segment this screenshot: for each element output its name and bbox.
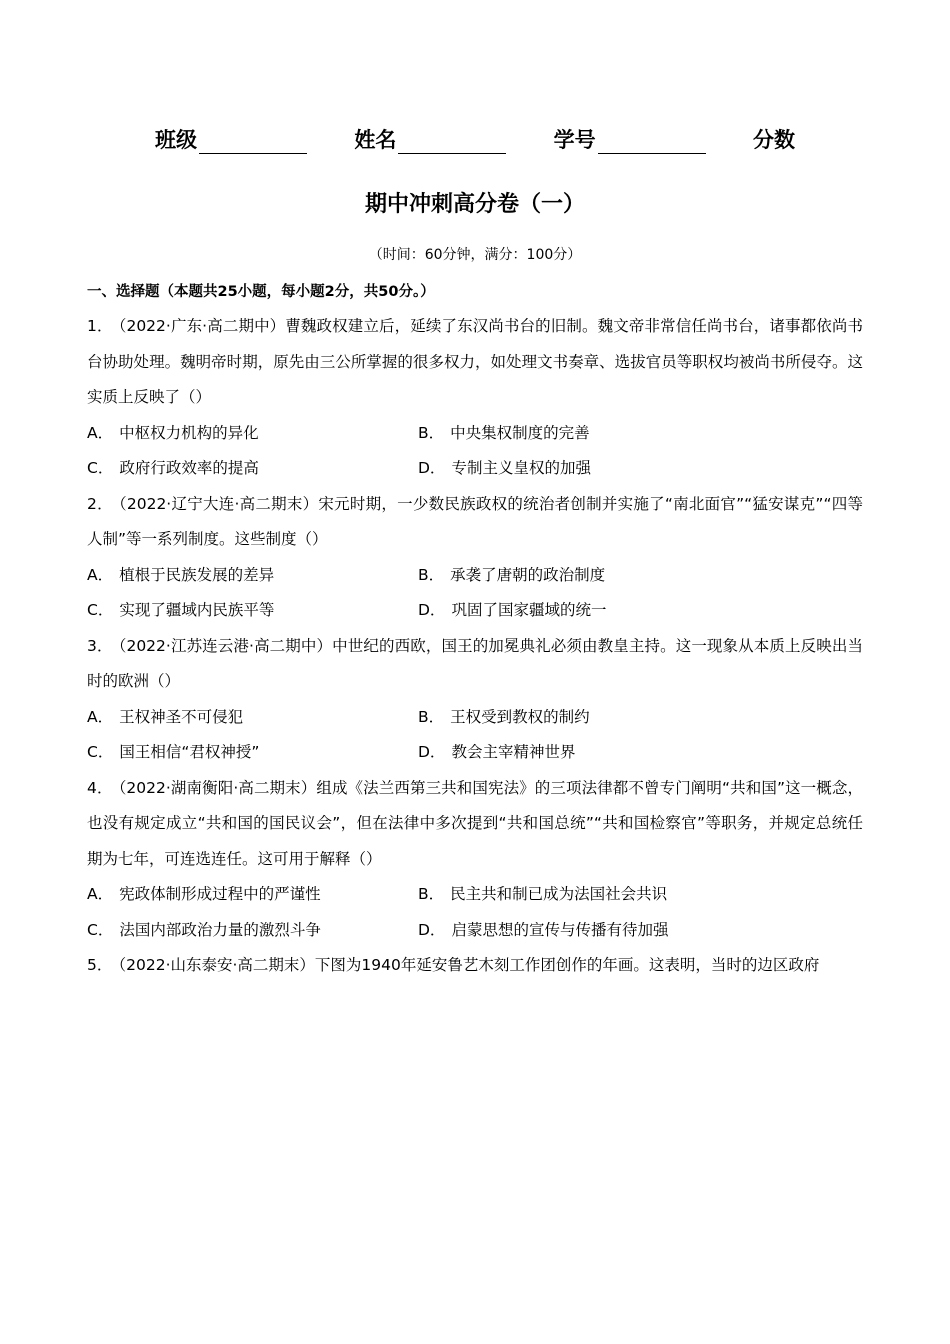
section-heading: 一、选择题（本题共25小题，每小题2分，共50分。） (87, 284, 435, 300)
option-text: 中枢权力机构的异化 (119, 423, 259, 442)
option-grid (87, 558, 863, 629)
option-text: 宪政体制形成过程中的严谨性 (119, 885, 321, 903)
option-letter: D． (418, 743, 446, 761)
score-field (753, 124, 795, 154)
option-text: 巩固了国家疆域的统一 (451, 601, 607, 619)
question-5 (87, 948, 863, 984)
option-text: 专制主义皇权的加强 (451, 459, 591, 477)
option-text: 法国内部政治力量的激烈斗争 (119, 920, 321, 939)
option-c[interactable] (87, 735, 418, 771)
question-text: （2022·山东泰安·高二期末）下图为1940年延安鲁艺木刻工作团创作的年画。这表明，当时的边区政府 (118, 956, 820, 974)
option-text: 启蒙思想的宣传与传播有待加强 (451, 920, 669, 939)
option-d[interactable] (418, 913, 863, 949)
option-letter: B． (418, 423, 445, 442)
option-letter: A． (87, 707, 114, 726)
option-a[interactable] (87, 416, 418, 452)
question-number: 1． (87, 317, 113, 335)
question-stem (87, 309, 863, 416)
question-stem (87, 771, 863, 878)
option-letter: C． (87, 920, 114, 939)
question-1 (87, 309, 863, 487)
name-blank[interactable] (398, 133, 506, 154)
class-blank[interactable] (199, 133, 307, 154)
option-letter: C． (87, 601, 114, 619)
option-text: 实现了疆域内民族平等 (119, 601, 275, 619)
option-letter: B． (418, 885, 445, 903)
exam-subtitle: （时间：60分钟，满分：100分） (368, 247, 582, 263)
class-label: 班级 (155, 128, 198, 152)
question-number: 4． (87, 778, 113, 797)
option-text: 国王相信“君权神授” (119, 743, 260, 761)
option-text: 植根于民族发展的差异 (119, 565, 275, 584)
option-letter: A． (87, 423, 114, 442)
question-number: 2． (87, 494, 113, 513)
option-letter: C． (87, 743, 114, 761)
question-text: （2022·江苏连云港·高二期中）中世纪的西欧，国王的加冕典礼必须由教皇主持。这一现象从本质上反映出当时的欧洲（） (87, 636, 863, 690)
question-stem (87, 629, 863, 700)
option-grid (87, 877, 863, 948)
name-field (354, 124, 506, 154)
question-stem (87, 948, 863, 984)
option-letter: B． (418, 565, 445, 584)
question-text: （2022·广东·高二期中）曹魏政权建立后，延续了东汉尚书台的旧制。魏文帝非常信任尚书台，诸事都依尚书台协助处理。魏明帝时期，原先由三公所掌握的很多权力，如处理文书奏章、选拔官员等职权均被尚书所侵夺。这实质上反映了（） (87, 317, 863, 406)
option-text: 教会主宰精神世界 (451, 743, 576, 761)
option-grid (87, 700, 863, 771)
question-list (87, 309, 863, 984)
option-a[interactable] (87, 558, 418, 594)
student-id-label: 学号 (553, 128, 596, 152)
option-letter: D． (418, 920, 446, 939)
option-text: 王权神圣不可侵犯 (119, 707, 244, 726)
exam-title: 期中冲刺高分卷（一） (364, 192, 585, 217)
option-letter: C． (87, 459, 114, 477)
option-letter: D． (418, 459, 446, 477)
option-letter: A． (87, 565, 114, 584)
option-c[interactable] (87, 451, 418, 487)
class-field (155, 124, 307, 154)
student-id-field (554, 124, 706, 154)
question-number: 3． (87, 636, 113, 655)
question-text: （2022·湖南衡阳·高二期末）组成《法兰西第三共和国宪法》的三项法律都不曾专门阐明“共和国”这一概念，也没有规定成立“共和国的国民议会”，但在法律中多次提到“共和国总统”“共和国检察官”等职务，并规定总统任期为七年，可连选连任。这可用于解释（） (87, 778, 863, 868)
option-d[interactable] (418, 593, 863, 629)
question-number: 5． (87, 956, 113, 974)
option-c[interactable] (87, 593, 418, 629)
option-text: 中央集权制度的完善 (450, 423, 590, 442)
option-letter: B． (418, 707, 445, 726)
option-text: 政府行政效率的提高 (119, 459, 259, 477)
option-letter: D． (418, 601, 446, 619)
question-stem (87, 487, 863, 558)
option-b[interactable] (418, 416, 863, 452)
question-3 (87, 629, 863, 771)
question-2 (87, 487, 863, 629)
score-label: 分数 (752, 128, 795, 152)
option-d[interactable] (418, 735, 863, 771)
option-text: 承袭了唐朝的政治制度 (450, 565, 606, 584)
option-c[interactable] (87, 913, 418, 949)
option-grid (87, 416, 863, 487)
question-4 (87, 771, 863, 949)
option-d[interactable] (418, 451, 863, 487)
student-info-fields (0, 124, 950, 154)
option-b[interactable] (418, 558, 863, 594)
option-b[interactable] (418, 877, 863, 913)
option-a[interactable] (87, 700, 418, 736)
option-letter: A． (87, 885, 114, 903)
question-text: （2022·辽宁大连·高二期末）宋元时期，一少数民族政权的统治者创制并实施了“南北面官”“猛安谋克”“四等人制”等一系列制度。这些制度（） (87, 494, 863, 548)
name-label: 姓名 (354, 128, 397, 152)
option-text: 王权受到教权的制约 (450, 707, 590, 726)
option-text: 民主共和制已成为法国社会共识 (450, 885, 668, 903)
option-a[interactable] (87, 877, 418, 913)
option-b[interactable] (418, 700, 863, 736)
student-id-blank[interactable] (598, 133, 706, 154)
